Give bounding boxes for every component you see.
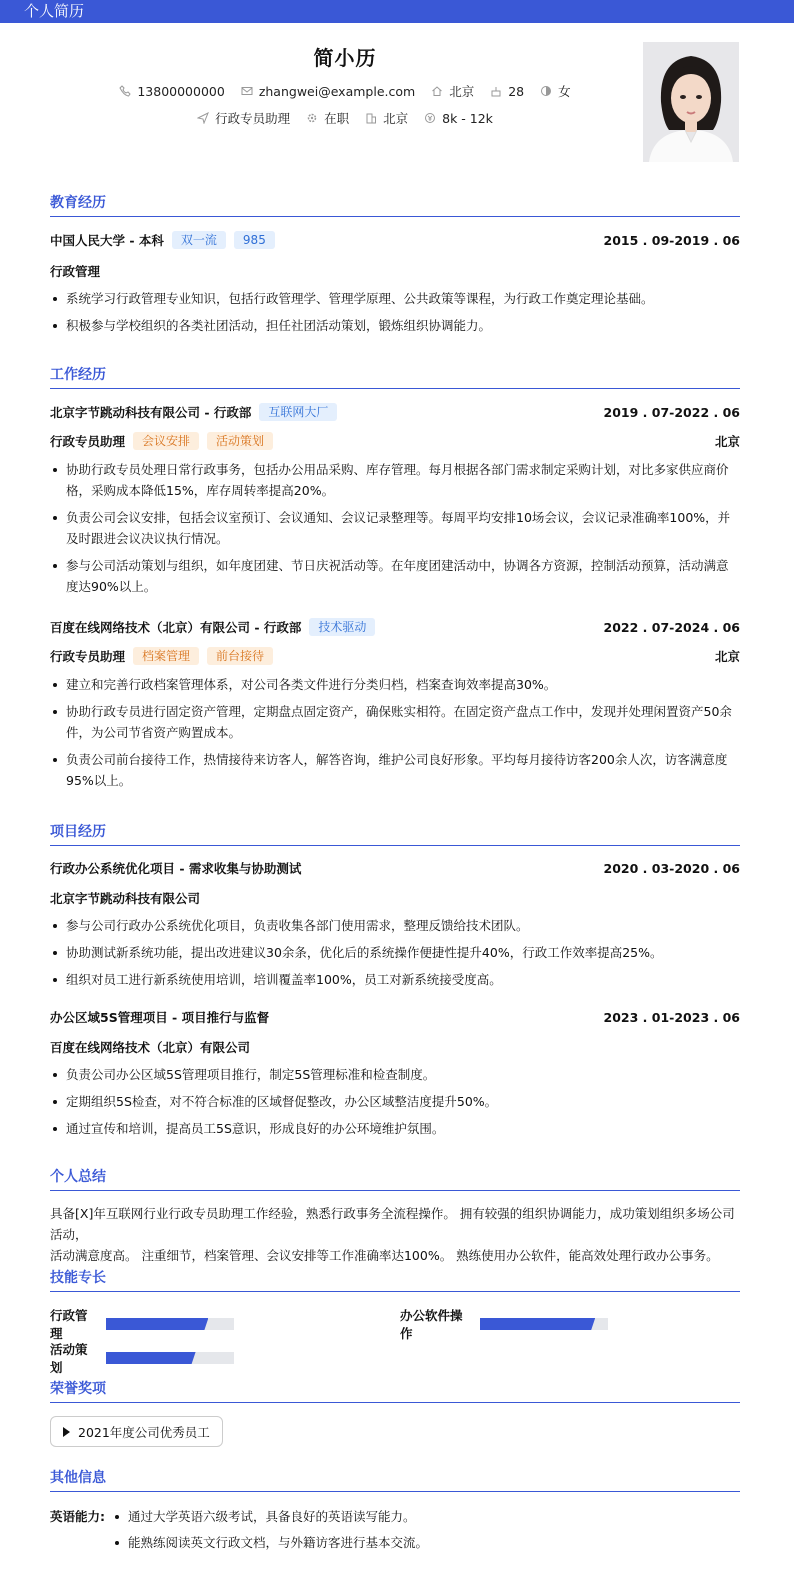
contact-row-2 [0, 109, 690, 127]
gender-icon [540, 85, 552, 97]
send-icon [197, 112, 209, 124]
list-item: 定期组织5S检查，对不符合标准的区域督促整改，办公区域整洁度提升50%。 [50, 1091, 740, 1112]
skill-item [50, 1340, 234, 1376]
candidate-name: 简小历 [313, 46, 377, 70]
skill-item [50, 1306, 234, 1342]
mail-icon [241, 85, 253, 97]
list-item: 协助测试新系统功能，提出改进建议30余条，优化后的系统操作便捷性提升40%，行政工作效率提高25%。 [50, 942, 740, 963]
school-name: 中国人民大学 - 本科 [50, 233, 164, 248]
money-icon [424, 112, 436, 124]
section-title-summary: 个人总结 [50, 1166, 740, 1191]
list-item: 负责公司前台接待工作，热情接待来访客人，解答咨询，维护公司良好形象。平均每月接待访客200余人次，访客满意度95%以上。 [50, 749, 740, 791]
summary-line: 活动满意度高。 注重细节，档案管理、会议安排等工作准确率达100%。 熟练使用办公软件，能高效处理行政办公事务。 [50, 1248, 719, 1263]
salary-item [424, 111, 493, 126]
project-header [50, 859, 740, 877]
work-header [50, 618, 740, 636]
work-header [50, 403, 740, 421]
skill-bar-fill [106, 1318, 208, 1330]
education-bullets [50, 288, 740, 342]
work-date: 2019 . 07-2022 . 06 [603, 404, 740, 420]
skill-bar-fill [106, 1352, 196, 1364]
home-icon [431, 85, 443, 97]
work-bullets [50, 459, 740, 603]
city-text: 北京 [383, 111, 409, 126]
location-text: 北京 [449, 84, 475, 99]
gender-text: 女 [558, 84, 571, 99]
list-item: 负责公司会议安排，包括会议室预订、会议通知、会议记录整理等。每周平均安排10场会议，会议记录准确率100%，并及时跟进会议决议执行情况。 [50, 507, 740, 549]
email-item [241, 84, 415, 99]
skill-bar [480, 1318, 608, 1330]
section-title-honors: 荣誉奖项 [50, 1378, 740, 1403]
work-date: 2022 . 07-2024 . 06 [603, 619, 740, 635]
role-title: 行政专员助理 [50, 649, 126, 664]
role-tag: 前台接待 [207, 647, 273, 665]
project-org-row [50, 1038, 740, 1056]
phone-icon [119, 85, 131, 97]
work-city: 北京 [714, 649, 740, 664]
position-item [197, 109, 290, 127]
role-title: 行政专员助理 [50, 434, 126, 449]
project-org-row [50, 889, 740, 907]
company-tag: 技术驱动 [309, 618, 375, 636]
play-icon [63, 1427, 70, 1437]
award-item[interactable] [50, 1416, 223, 1447]
project-date: 2020 . 03-2020 . 06 [603, 860, 740, 876]
project-title: 办公区域5S管理项目 - 项目推行与监督 [50, 1010, 270, 1025]
section-title-project: 项目经历 [50, 821, 740, 846]
project-date: 2023 . 01-2023 . 06 [603, 1009, 740, 1025]
education-major-row [50, 262, 740, 280]
salary-text: 8k - 12k [442, 110, 493, 126]
list-item: 协助行政专员进行固定资产管理，定期盘点固定资产，确保账实相符。在固定资产盘点工作中，发现并处理闲置资产50余件，为公司节省资产购置成本。 [50, 701, 740, 743]
project-bullets [50, 1064, 740, 1145]
email-text: zhangwei@example.com [258, 83, 416, 99]
school-tag: 双一流 [172, 231, 226, 249]
age-item [490, 84, 524, 99]
education-date: 2015 . 09-2019 . 06 [603, 232, 740, 248]
list-item: 组织对员工进行新系统使用培训，培训覆盖率100%，员工对新系统接受度高。 [50, 969, 740, 990]
summary-text [50, 1203, 740, 1266]
status-text: 在职 [324, 111, 350, 126]
work-bullets [50, 674, 740, 797]
role-tag: 会议安排 [133, 432, 199, 450]
project-header [50, 1008, 740, 1026]
list-item: 通过宣传和培训，提高员工5S意识，形成良好的办公环境维护氛围。 [50, 1118, 740, 1139]
list-item: 系统学习行政管理专业知识，包括行政管理学、管理学原理、公共政策等课程，为行政工作奠定理论基础。 [50, 288, 740, 309]
skill-name: 办公软件操作 [400, 1308, 463, 1341]
company-name: 百度在线网络技术（北京）有限公司 - 行政部 [50, 620, 302, 635]
skill-bar [106, 1318, 234, 1330]
list-item: 参与公司活动策划与组织，如年度团建、节日庆祝活动等。在年度团建活动中，协调各方资源，控制活动预算，活动满意度达90%以上。 [50, 555, 740, 597]
section-title-work: 工作经历 [50, 364, 740, 389]
list-item: 建立和完善行政档案管理体系，对公司各类文件进行分类归档，档案查询效率提高30%。 [50, 674, 740, 695]
work-city: 北京 [714, 434, 740, 449]
english-list [112, 1506, 428, 1558]
building-icon [365, 112, 377, 124]
work-role-row [50, 432, 740, 450]
list-item: 积极参与学校组织的各类社团活动，担任社团活动策划，锻炼组织协调能力。 [50, 315, 740, 336]
role-tag: 档案管理 [133, 647, 199, 665]
list-item: 通过大学英语六级考试，具备良好的英语读写能力。 [112, 1506, 428, 1527]
section-title-skills: 技能专长 [50, 1267, 740, 1292]
education-header [50, 231, 740, 249]
award-text: 2021年度公司优秀员工 [78, 1424, 210, 1440]
project-org: 百度在线网络技术（北京）有限公司 [50, 1040, 251, 1055]
company-name: 北京字节跳动科技有限公司 - 行政部 [50, 405, 252, 420]
project-org: 北京字节跳动科技有限公司 [50, 891, 201, 906]
profile-photo [643, 42, 739, 162]
skill-bar [106, 1352, 234, 1364]
location-item [431, 82, 474, 100]
summary-line: 具备[X]年互联网行业行政专员助理工作经验，熟悉行政事务全流程操作。 拥有较强的组织协调能力，成功策划组织多场公司活动， [50, 1206, 735, 1242]
phone-text: 13800000000 [137, 83, 225, 99]
section-title-other: 其他信息 [50, 1467, 740, 1492]
list-item: 参与公司行政办公系统优化项目，负责收集各部门使用需求，整理反馈给技术团队。 [50, 915, 740, 936]
role-tag: 活动策划 [207, 432, 273, 450]
english-label: 英语能力: [50, 1509, 105, 1524]
phone-item [119, 84, 224, 99]
gear-icon [306, 112, 318, 124]
list-item: 协助行政专员处理日常行政事务，包括办公用品采购、库存管理。每月根据各部门需求制定采购计划，对比多家供应商价格，采购成本降低15%，库存周转率提高20%。 [50, 459, 740, 501]
skill-name: 活动策划 [50, 1342, 88, 1375]
work-role-row [50, 647, 740, 665]
skill-name: 行政管理 [50, 1308, 88, 1341]
project-bullets [50, 915, 740, 996]
skill-bar-fill [480, 1318, 595, 1330]
school-tag: 985 [234, 231, 275, 249]
gender-item [540, 82, 571, 100]
section-title-education: 教育经历 [50, 192, 740, 217]
status-item [306, 109, 349, 127]
list-item: 负责公司办公区域5S管理项目推行，制定5S管理标准和检查制度。 [50, 1064, 740, 1085]
position-text: 行政专员助理 [215, 111, 291, 126]
resume-title-bar: 个人简历 [0, 0, 794, 23]
list-item: 能熟练阅读英文行政文档，与外籍访客进行基本交流。 [112, 1532, 428, 1553]
cake-icon [490, 85, 502, 97]
contact-row-1 [0, 82, 690, 100]
age-text: 28 [508, 83, 525, 99]
major: 行政管理 [50, 264, 101, 279]
company-tag: 互联网大厂 [259, 403, 337, 421]
project-title: 行政办公系统优化项目 - 需求收集与协助测试 [50, 861, 302, 876]
city-item [365, 109, 408, 127]
skill-item [400, 1306, 608, 1342]
